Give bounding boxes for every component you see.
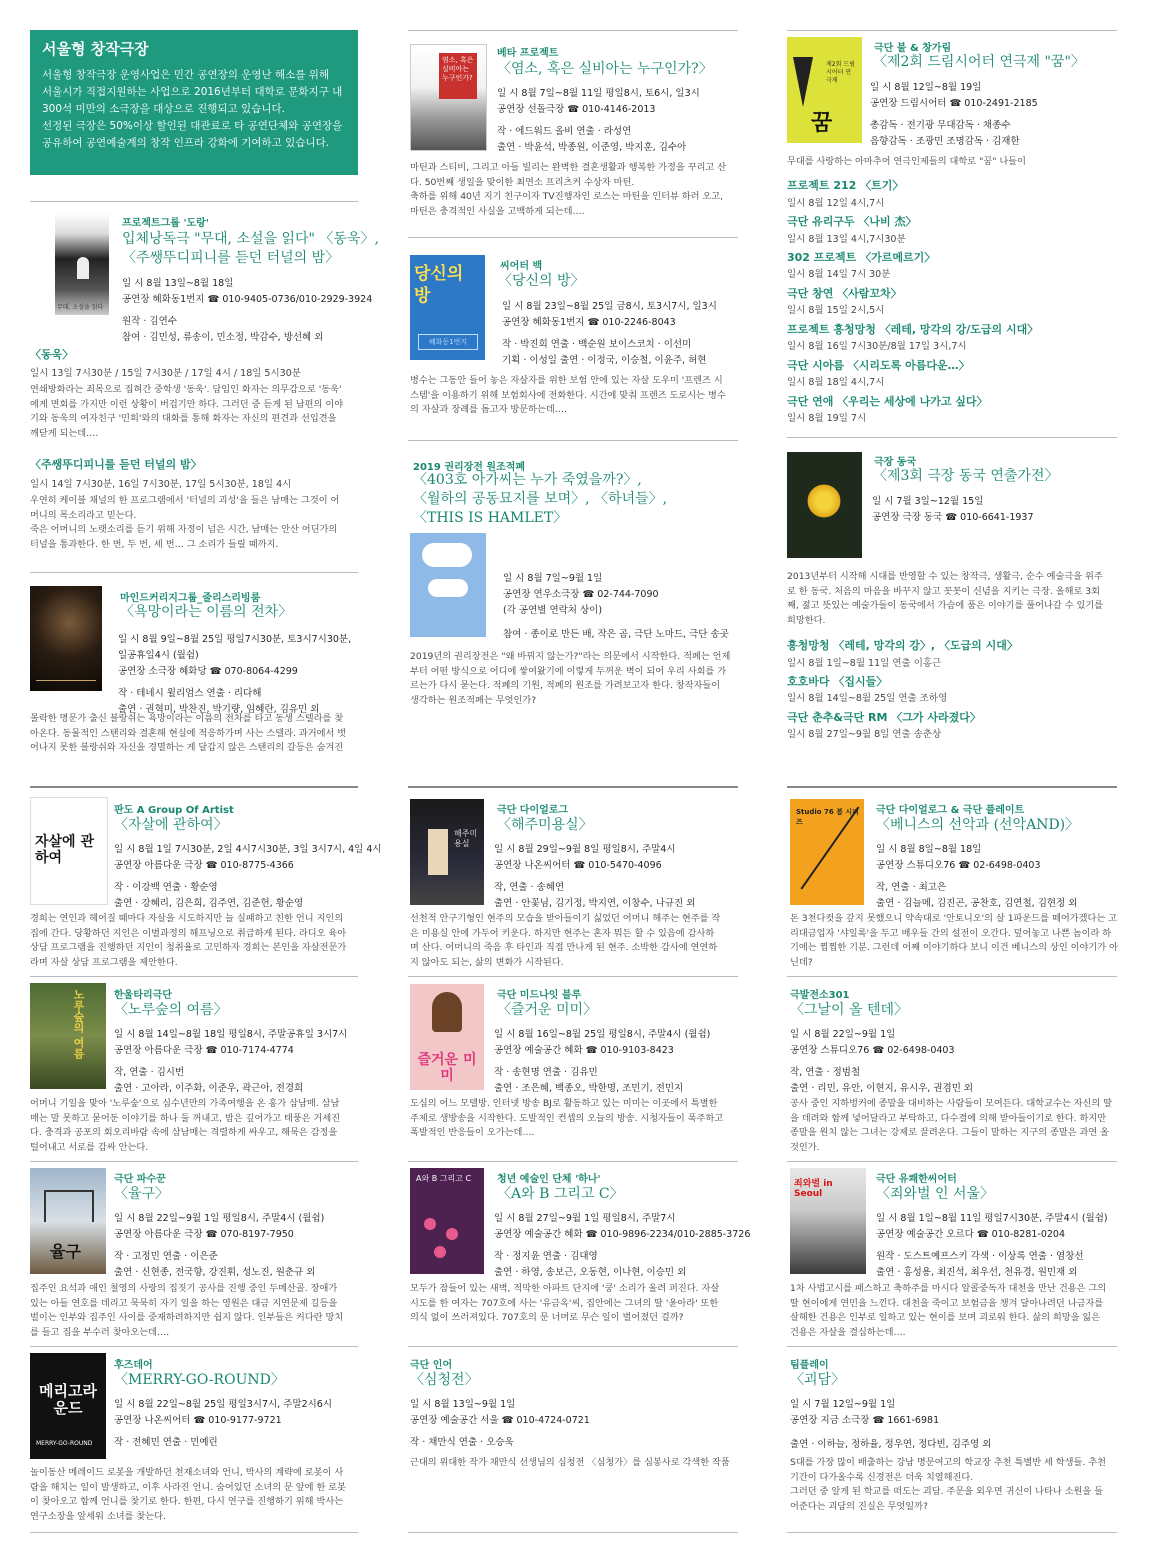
figure-shape xyxy=(432,992,462,1032)
sub-show-title: 극단 창연 〈사람꼬차〉 xyxy=(787,287,902,300)
show-description: 2013년부터 시작해 시대를 반영할 수 있는 창작극, 생활극, 순수 예술극을 위주 로 한 동국. 처음의 마음을 바꾸지 않고 꼿꼿이 신념을 지키는 극장. 올해로 3회 째, 젊고 뜻있는 예술가들이 동국에서 가슴에 품은 이야기를 풀어나갈 수 있기를 희망한다. xyxy=(787,571,1104,626)
show-description: 어머니 기일을 맞아 '노루숲'으로 심수년만의 가족여행을 온 홍가 삼남매. 삼남 매는 말 못하고 묻어둔 이야기를 하나 둘 꺼내고, 밤은 깊어가고 태풍은 거세진 다. 충격과 공포의 회오리바람 속에 삼남매는 격렬하게 싸우고, 해묵은 감정을 털어내고 서로를 감싸 안는다. xyxy=(30,1098,341,1153)
show-title: 〈제2회 드림시어터 연극제 "꿈"〉 xyxy=(873,54,1085,70)
divider xyxy=(787,437,1117,438)
sub-show-title: 호호바다 〈집시들〉 xyxy=(787,675,888,688)
company-label: 프로젝트그룹 '도랑' xyxy=(122,218,209,229)
show-info: 일 시 8월 27일~9월 1일 평일8시, 주말7시 공연장 예술공간 혜화 ☎ 010-9896-2234/010-2885-3726 작 · 정지윤 연출 · 김대영 출연 · 하영, 송보근, 오동현, 이나현, 이승민 외 xyxy=(494,1213,751,1278)
show-info: 일 시 8월 1일 7시30분, 2일 4시7시30분, 3일 3시7시, 4일 4시 공연장 아름다운 극장 ☎ 010-8775-4366 작 · 이강백 연출 · 황순영 출연 · 강혜리, 김은희, 김주연, 김준헌, 황순영 xyxy=(114,844,382,909)
poster-dream-sub: 제2회 드림시어터 연극제 xyxy=(826,61,855,84)
show-description: S대를 가장 많이 배출하는 강남 명문여고의 학교장 추천 특별반 세 학생들. 추천 기간이 다가올수록 신경전은 더욱 치열해진다. 그러던 중 알게 된 학교를 떠도는 괴담. 주문을 외우면 귀신이 나타나 소원을 들 어준다는 괴담의 진실은 무엇일까? xyxy=(790,1457,1107,1512)
poster-haeju-title: 해주미용실 xyxy=(454,829,478,848)
poster-abc-title: A와 B 그리고 C xyxy=(416,1174,472,1183)
sub-show-title: 〈동욱〉 xyxy=(30,348,74,361)
show-description: 마틴과 스티비, 그리고 아들 빌리는 완벽한 결혼생활과 행복한 가정을 꾸리고 산 다. 50번째 생일을 맞이한 최연소 프리츠커 수상자 마틴. 축하를 위해 40년 지기 친구이자 TV진행자인 로스는 마틴을 인터뷰 하러 오고, 마틴은 충격적인 사실을 고백하게 되는데…. xyxy=(410,162,727,217)
dot-shape xyxy=(434,1246,446,1258)
poster-merry-title: 메리고라운드 xyxy=(39,1382,97,1417)
show-info: 일 시 8월 13일~8월 18일 공연장 혜화동1번지 ☎ 010-9405-0736/010-2929-3924 원작 · 김연수 참여 · 김민성, 류송이, 민소정, 박감수, 방선혜 외 xyxy=(122,278,373,343)
show-description: 선천적 안구기형인 현주의 모습을 받아들이기 싫었던 어머니 해주는 현주를 작 은 미용실 안에 가두어 키운다. 하지만 현주는 혼자 뭐든 할 수 있음에 감사하 며 산다. 어머니의 죽음 후 타인과 직접 만나게 된 현주. 소박한 감사에 연연하 지 않아도 되는, 삶의 변화가 시작된다. xyxy=(410,913,721,968)
show-description: 집주인 요석과 애인 철영의 사랑의 집짓기 공사를 진행 중인 두메산골. 장애가 있는 아들 연호를 데리고 묵묵히 자기 일을 하는 영원은 대금 지연문제 길등을 벌이는 인부와 집주인 사이를 중재하려하지만 쉽지 않다. 인부들은 커다란 망치 를 들고 집을 부수러 찾아오는데…. xyxy=(30,1283,344,1338)
sub-show-info: 일시 8월 14일~8월 25일 연출 조하영 xyxy=(787,693,948,704)
poster-noru xyxy=(30,983,106,1089)
company-label: 청년 예술인 단체 '하나' xyxy=(497,1174,601,1185)
show-description: 놀이동산 메레이드 로봇을 개발하던 천재소녀와 언니, 박사의 계략에 로봇이 사 람을 해치는 일이 발생하고, 이후 사라진 언니. 숨어있던 소녀의 문 앞에 한 로봇 이 찾아오고 함께 언니를 찾기로 한다. 한편, 다시 연구를 진행하기 위해 박사는 연구소장을 앞세워 소녀를 찾는다. xyxy=(30,1467,347,1522)
company-label: 극단 유쾌한씨어터 xyxy=(876,1174,957,1185)
poster-goat-title: 염소, 혹은 실비아는 누구인가? xyxy=(439,53,477,99)
divider xyxy=(30,1161,358,1162)
show-description: 우연히 케이블 채널의 한 프로그램에서 '터널의 괴성'을 들은 남매는 그것이 어 머니의 목소리라고 믿는다. 죽은 어머니의 노랫소리를 듣기 위해 자정이 넘은 시간, 남매는 안산 어딘가의 터널을 통과한다. 한 번, 두 번, 세 번… 그 소리가 들릴 때까지. xyxy=(30,495,340,550)
sub-show-info: 일시 8월 18일 4시,7시 xyxy=(787,377,885,388)
show-title: 〈MERRY-GO-ROUND〉 xyxy=(114,1372,285,1388)
show-title: 〈심청전〉 xyxy=(410,1372,479,1388)
company-label: 후즈데어 xyxy=(114,1360,153,1371)
show-info: 일 시 8월 8일~8월 18일 공연장 스튜디오76 ☎ 02-6498-0403 작, 연출 · 최고은 출연 · 김늘메, 김진곤, 공찬호, 김연철, 김현정 외 xyxy=(876,844,1078,909)
company-label: 극발전소301 xyxy=(790,990,850,1001)
divider xyxy=(408,1161,738,1162)
divider xyxy=(408,1532,738,1533)
sub-show-info: 일시 8월 14일 7시 30분 xyxy=(787,269,891,280)
show-info: 일 시 8월 22일~9월 1일 평일8시, 주말4시 (월쉼) 공연장 아름다운 극장 ☎ 070-8197-7950 작 · 고정민 연출 · 이은준 출연 · 신현종, 전국향, 강진휘, 성노진, 원춘규 외 xyxy=(114,1213,325,1278)
divider xyxy=(408,237,738,238)
show-description: 도심의 어느 모텔방. 인터넷 방송 BJ로 활동하고 있는 미미는 이곳에서 특별한 주제로 생방송을 시작한다. 도발적인 컨셉의 오늘의 방송. 시청자들이 폭주하고 폭발적인 반응들이 오가는데…. xyxy=(410,1098,724,1138)
check-shape xyxy=(793,57,813,107)
show-info: 일 시 8월 7일~9월 1일 공연장 연우소극장 ☎ 02-744-7090 (각 공연별 연락처 상이) 참여 · 종이로 만든 배, 작은 곰, 극단 노마드, 극단 송곳 xyxy=(503,573,729,640)
show-description: 병수는 그동안 들어 놓은 자살자를 위한 보험 안에 있는 자살 도우미 '프렌즈 시 스템'을 이용하기 위해 보험회사에 전화한다. 시간에 맞춰 프렌즈 도로시는 병수 의 자살과 장례를 돕고자 방문하는데…. xyxy=(410,375,726,415)
poster-your-room xyxy=(410,255,485,360)
show-description: 2019년의 권리장전은 "왜 바꿔지 않는가?"라는 의문에서 시작한다. 적폐는 언제 부터 어떤 방식으로 어디에 쌓여왔기에 이렇게 두꺼운 벽이 되어 우리 사회를 가 르는가 다시 묻는다. 적폐의 기원, 적폐의 원조를 가려보고자 한다. 창작자들이 생각하는 원조적폐는 무엇인가? xyxy=(410,651,731,706)
show-description: 공사 중인 지하벙커에 종말을 대비하는 사람들이 모여든다. 대학교수는 자신의 딸 을 데려와 함께 넣어달라고 부탁하고, 다수결에 의해 받아들이기로 한다. 하지만 종말을 원치 않는 그녀는 강제로 끌려온다. 그들이 말하는 지구의 종말은 과연 올 것인가. xyxy=(790,1098,1113,1153)
show-info: 일 시 8월 14일~8월 18일 평일8시, 주말공휴일 3시7시 공연장 아름다운 극장 ☎ 010-7174-4774 작, 연출 · 김시번 출연 · 고아라, 이주화, 이준우, 곽근아, 전경희 xyxy=(114,1029,348,1094)
show-title: 〈A와 B 그리고 C〉 xyxy=(497,1186,624,1202)
poster-line xyxy=(36,680,96,681)
company-label: 극단 다이얼로그 xyxy=(497,805,569,816)
figure-shape xyxy=(428,829,448,875)
section-divider xyxy=(408,786,738,788)
company-label: 2019 권리장전 원조적폐 xyxy=(413,462,526,473)
show-info: 일 시 8월 22일~9월 1일 공연장 스튜디오76 ☎ 02-6498-0403 작, 연출 · 정범철 출연 · 리민, 유안, 이현지, 유시우, 권겸민 외 xyxy=(790,1029,974,1094)
poster-room-title: 당신의 방 xyxy=(414,264,464,306)
divider xyxy=(408,976,738,977)
poster-crime xyxy=(790,1168,866,1274)
house-frame-shape xyxy=(44,1190,94,1222)
company-label: 베타 프로젝트 xyxy=(497,48,559,59)
sub-show-info: 일시 13일 7시30분 / 15일 7시30분 / 17일 4시 / 18일 5시30분 xyxy=(30,368,301,379)
divider xyxy=(787,30,1117,31)
poster-yulgu-title: 율구 xyxy=(50,1242,81,1261)
section-divider xyxy=(787,786,1117,788)
poster-yulgu xyxy=(30,1168,106,1274)
section-divider xyxy=(30,786,358,788)
show-info: 일 시 8월 16일~8월 25일 평일8시, 주말4시 (월쉼) 공연장 예술공간 혜화 ☎ 010-9103-8423 작 · 송현명 연출 · 김유민 출연 · 조은혜, 백종오, 박한명, 조민기, 전민지 xyxy=(494,1029,711,1094)
show-description: 1차 사법고시를 패스하고 축하주를 마시다 알콜중독자 대천을 만난 건용은 그의 딸 현이에게 연민을 느낀다. 대천을 죽이고 보험금을 챙겨 달아나려던 나금자를 살해한 건용은 인부로 일하고 있는 현이를 보며 괴로워 한다. 삶의 희망을 잃은 건용은 자살을 결심하는데…. xyxy=(790,1283,1107,1338)
divider xyxy=(787,976,1117,977)
divider xyxy=(30,201,358,202)
company-label: 극단 파수꾼 xyxy=(114,1174,166,1185)
show-description: 모두가 잠들어 있는 새벽, 적막한 아파트 단지에 '쿵' 소리가 울려 퍼진다. 자살 시도를 한 여자는 707호에 사는 '유금옥'씨, 집안에는 그녀의 딸 '윤아라' 또한 의식 없이 쓰러져있다. 707호의 문 너머로 무슨 일이 벌어졌던 걸까? xyxy=(410,1283,720,1323)
company-label: 마인드커리지그룹_줄리스리빙룸 xyxy=(120,593,261,604)
divider xyxy=(787,1161,1117,1162)
show-description: 돈 3천다컷을 갚지 못했으니 약속대로 '안토니오'의 살 1파운드를 떼어가겠다는 고 리대금업자 '샤일록'을 두고 배우들 간의 설전이 오간다. 덮어놓고 나쁜 놈이라 하 기에는 찝찝한 기분. 그런데 어째 이야기하다 보니 이건 베니스의 상인 이야기가 아 닌데? xyxy=(790,913,1118,968)
divider xyxy=(30,1532,358,1533)
hand-shape xyxy=(422,543,472,567)
sub-show-info: 일시 8월 12일 4시,7시 xyxy=(787,198,885,209)
show-info: 일 시 8월 1일~8월 11일 평일7시30분, 주말4시 (월쉼) 공연장 예술공간 오르다 ☎ 010-8281-0204 원작 · 도스트예프스키 각색 · 이상록 연출 · 염창선 출연 · 홍성용, 최진석, 최우선, 천유경, 원민재 외 xyxy=(876,1213,1108,1278)
show-title: 〈율구〉 xyxy=(114,1186,170,1202)
poster-merry-sub: MERRY-GO-ROUND xyxy=(36,1440,93,1447)
sub-show-info: 일시 14일 7시30분, 16일 7시30분, 17일 5시30분, 18일 4시 xyxy=(30,479,292,490)
show-title: 〈제3회 극장 동국 연출가전〉 xyxy=(873,468,1059,484)
poster-mimi-title: 즐거운 미미 xyxy=(417,1052,477,1084)
poster-streetcar xyxy=(30,586,102,691)
show-description: 연쇄방화라는 죄목으로 집혀간 중학생 '동욱'. 담임인 화자는 의무감으로 '동욱' 에게 면회를 가지만 이런 상황이 버겁기만 하다. 그러던 중 듣게 된 남편의 이야 기와 동욱의 여자친구 '민희'와의 대화를 통해 화자는 자신의 편견과 선입견을 깨닫게 되는데…. xyxy=(30,384,344,439)
show-title: 〈노루숲의 여름〉 xyxy=(114,1002,228,1018)
company-label: 한울타리극단 xyxy=(114,990,172,1001)
sub-show-title: 극단 유리구두 〈나비 杰〉 xyxy=(787,215,917,228)
sub-show-title: 극단 춘추&극단 RM 〈그가 사라졌다〉 xyxy=(787,711,981,724)
divider xyxy=(408,30,738,31)
divider xyxy=(787,1532,1117,1533)
show-info: 일 시 8월 29일~9월 8일 평일8시, 주말4시 공연장 나온씨어터 ☎ 010-5470-4096 작, 연출 · 송혜연 출연 · 안꽃님, 김기정, 박지연, 이창수, 나규진 외 xyxy=(494,844,696,909)
poster-dongguk xyxy=(787,452,862,558)
sub-show-info: 일시 8월 13일 4시,7시30분 xyxy=(787,234,906,245)
sub-show-title: 〈주쌩뚜디피니를 듣던 터널의 밤〉 xyxy=(30,458,202,471)
intro-title: 서울형 창작극장 xyxy=(42,40,149,58)
show-description: 몰락한 명문가 출신 블랑쉬는 욕망이라는 이름의 전차를 타고 동생 스텔라를 찾 아온다. 동물적인 스탠리와 결혼해 현실에 적응하가며 사는 스텔라. 과거에서 벗 어나지 못한 블랑쉬와 자신을 경멸하는 게 달갑지 않은 스탠리의 갈등은 숨겨진 xyxy=(30,713,347,753)
sub-show-title: 302 프로젝트 〈가르메르기〉 xyxy=(787,251,936,264)
show-title: 입체낭독극 "무대, 소설을 읽다" 〈동욱〉, 〈주쌩뚜디피니를 듣던 터널의 밤〉 xyxy=(122,231,379,266)
company-label: 팀플레이 xyxy=(790,1360,829,1371)
sub-show-info: 일시 8월 19일 7시 xyxy=(787,413,867,424)
divider xyxy=(30,572,358,573)
poster-suicide-title: 자살에 관하여 xyxy=(35,834,94,866)
poster-dream-title: 꿈 xyxy=(811,111,833,136)
poster-suicide xyxy=(30,797,108,905)
intro-text: 서울형 창작극장 운영사업은 민간 공연장의 운영난 해소를 위해 서울시가 직접지원하는 사업으로 2016년부터 대학로 문화지구 내 300석 미만의 소극장을 대상으로 진행되고 있습니다. 선정된 극장은 50%이상 할인된 대관료로 타 공연단체와 공연장을 공유하여 공연예술계의 창작 인프라 강화에 기여하고 있습니다. xyxy=(42,69,343,149)
show-info: 일 시 8월 23일~8월 25일 금8시, 토3시7시, 일3시 공연장 혜화동1번지 ☎ 010-2246-8043 작 · 박진희 연출 · 백순원 보이스코치 · 이선미 기획 · 이성일 출연 · 이정국, 이승철, 이윤주, 허현 xyxy=(502,301,717,366)
show-info: 일 시 8월 22일~8월 25일 평일3시7시, 주말2시6시 공연장 나온씨어터 ☎ 010-9177-9721 작 · 전혜민 연출 · 민예린 xyxy=(114,1399,333,1448)
poster-tunnel-caption: 무대, 소설을 읽다 xyxy=(57,304,104,311)
show-info: 일 시 8월 13일~9월 1일 공연장 예술공간 서울 ☎ 010-4724-0721 작 · 채만식 연출 · 오승욱 xyxy=(410,1399,590,1448)
poster-noru-title: 노루숲의 여름 xyxy=(72,989,85,1059)
hand-shape xyxy=(428,579,468,597)
show-title: 〈죄와벌 인 서울〉 xyxy=(876,1186,995,1202)
show-info: 일 시 8월 9일~8월 25일 평일7시30분, 토3시7시30분, 일공휴일4시 (월쉼) 공연장 소극장 혜화당 ☎ 070-8064-4299 작 · 테네시 윌리엄스 연출 · 리다해 출연 · 권혁미, 박찬진, 박기량, 임혜란, 김유민 외 xyxy=(118,634,352,715)
sub-show-title: 극단 연애 〈우리는 세상에 나가고 싶다〉 xyxy=(787,395,988,408)
company-label: 판도 A Group Of Artist xyxy=(114,805,234,816)
divider xyxy=(30,1346,358,1347)
poster-dream xyxy=(787,37,862,143)
show-info: 일 시 8월 12일~8월 19일 공연장 드림시어터 ☎ 010-2491-2185 총감독 · 전기광 무대감독 · 채종수 음향감독 · 조광민 조명감독 · 김재한 xyxy=(870,82,1038,147)
divider xyxy=(30,976,358,977)
sub-show-title: 극단 시아름 〈시리도록 아름다운…〉 xyxy=(787,359,970,372)
divider xyxy=(408,440,738,441)
poster-mimi xyxy=(410,984,484,1090)
dot-shape xyxy=(446,1228,458,1240)
show-title: 〈해주미용실〉 xyxy=(497,817,593,833)
show-info: 일 시 7월 12일~9월 1일 공연장 지금 소극장 ☎ 1661-6981 출연 · 이하늘, 정하율, 정우연, 정다빈, 김주영 외 xyxy=(790,1399,992,1450)
flower-shape xyxy=(805,482,843,520)
intro-box xyxy=(30,30,358,175)
show-title: 〈염소, 혹은 실비아는 누구인가?〉 xyxy=(497,61,713,77)
show-title: 〈괴담〉 xyxy=(790,1372,846,1388)
show-info: 일 시 8월 7일~8월 11일 평일8시, 토6시, 일3시 공연장 선돌극장 ☎ 010-4146-2013 작 · 에드워드 올비 연출 · 라성연 출연 · 박윤석, 박종원, 이준영, 박지훈, 김수아 xyxy=(497,88,700,153)
show-info: 일 시 7월 3일~12월 15일 공연장 극장 동국 ☎ 010-6641-1937 xyxy=(872,496,1034,523)
show-title: 〈욕망이라는 이름의 전차〉 xyxy=(120,604,293,620)
divider xyxy=(408,1346,738,1347)
sub-show-info: 일시 8월 27일~9월 8일 연출 송춘상 xyxy=(787,729,942,740)
sub-show-info: 일시 8월 1일~8월 11일 연출 이홍근 xyxy=(787,658,942,669)
sub-show-title: 프로젝트 흥청망청 〈레테, 망각의 강/도급의 시대〉 xyxy=(787,323,1039,336)
poster-rights xyxy=(410,533,486,637)
poster-venice xyxy=(790,799,864,905)
poster-abc xyxy=(410,1168,484,1274)
show-description: 근대의 위대한 작가 채만식 선생님의 심청전 〈심청가〉를 심봉사로 각색한 작품 xyxy=(410,1457,730,1468)
company-label: 씨어터 백 xyxy=(500,261,543,272)
sub-show-info: 일시 8월 15일 2시,5시 xyxy=(787,305,885,316)
show-title: 〈자살에 관하여〉 xyxy=(114,817,228,833)
poster-studio-title: Studio 76 봄 시리즈 xyxy=(796,808,859,826)
company-label: 극단 인어 xyxy=(410,1360,453,1371)
company-label: 극단 다이얼로그 & 극단 플레이트 xyxy=(876,805,1025,816)
poster-merry xyxy=(30,1353,106,1459)
show-description: 경희는 연인과 헤어질 때마다 자살을 시도하지만 늘 실패하고 친한 언니 지인의 집에 간다. 당황하던 지인은 이별과정의 해프닝으로 취급하게 된다. 라디오 육아 상담 프로그램을 진행하던 지인이 청취율로 고민하자 경희는 본인을 자살전문가 라며 자살 상담 프로그램을 제안한다. xyxy=(30,913,347,968)
sub-show-title: 프로젝트 212 〈트기〉 xyxy=(787,179,904,192)
show-title: 〈그날이 올 텐데〉 xyxy=(790,1002,909,1018)
dot-shape xyxy=(424,1218,436,1230)
show-description: 무대를 사랑하는 아마추어 연극인제들의 대학로 "꿈" 나들이 xyxy=(787,156,1026,167)
poster-tunnel xyxy=(55,213,109,315)
sub-show-title: 흥청망청 〈레테, 망각의 강〉, 〈도급의 시대〉 xyxy=(787,639,1018,652)
company-label: 극단 미드나잇 블루 xyxy=(497,990,582,1001)
poster-goat xyxy=(410,44,487,151)
poster-room-sub: 혜화동1번지 xyxy=(418,334,478,350)
divider xyxy=(787,1346,1117,1347)
show-title: 〈즐거운 미미〉 xyxy=(497,1002,598,1018)
company-label: 극단 불 & 창가림 xyxy=(874,43,952,54)
company-label: 극장 동국 xyxy=(874,457,917,468)
show-title: 〈당신의 방〉 xyxy=(498,273,585,289)
poster-crime-title: 죄와벌 in Seoul xyxy=(794,1179,833,1199)
sub-show-info: 일시 8월 16일 7시30분/8월 17일 3시,7시 xyxy=(787,341,967,352)
poster-haeju xyxy=(410,799,484,905)
show-title: 〈베니스의 선악과 (선악AND)〉 xyxy=(876,817,1080,833)
show-title: 〈403호 아가씨는 누가 죽였을까?〉, 〈월하의 공동묘지를 보며〉, 〈하녀들〉, 〈THIS IS HAMLET〉 xyxy=(413,472,668,526)
tunnel-light-shape xyxy=(77,257,89,279)
